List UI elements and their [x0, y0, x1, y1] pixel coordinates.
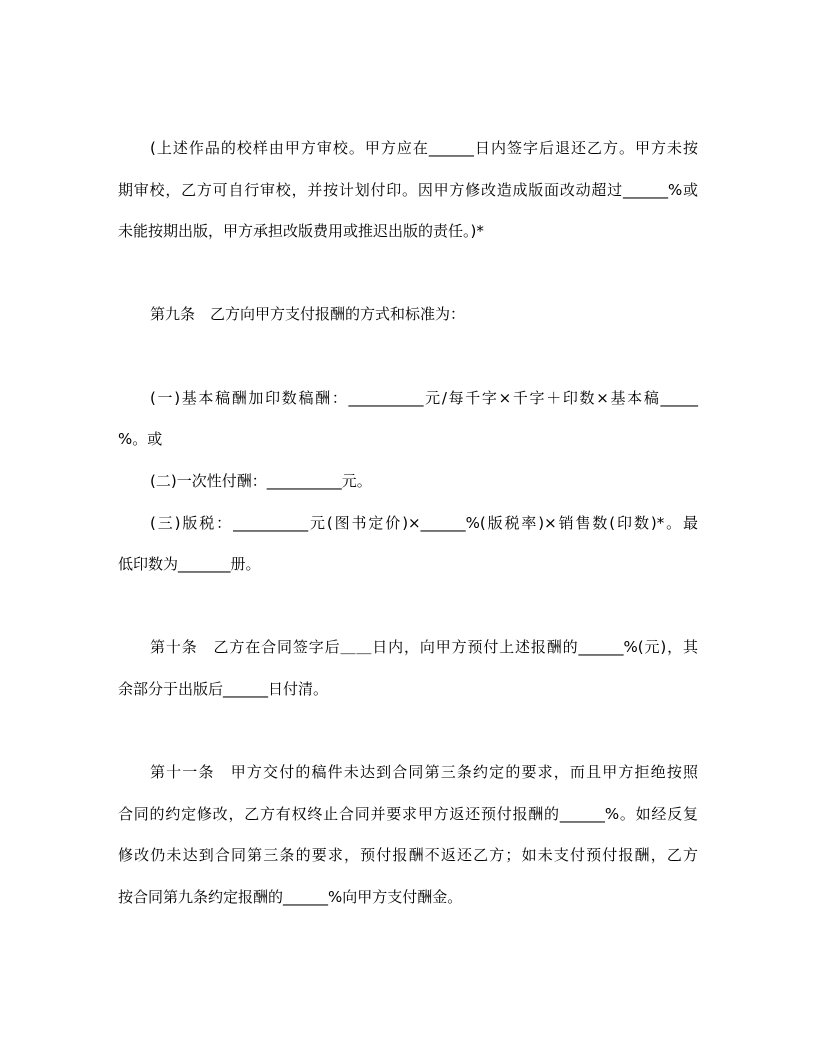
article-11-line-2: 合同的约定修改，乙方有权终止合同并要求甲方返还预付报酬的______%。如经反复 — [118, 805, 698, 823]
article-9-item-2: (二)一次性付酬：__________元。 — [150, 472, 372, 490]
article-9-heading: 第九条 乙方向甲方支付报酬的方式和标准为： — [150, 305, 466, 323]
para-proof-line-2: 期审校，乙方可自行审校，并按计划付印。因甲方修改造成版面改动超过______%或 — [118, 181, 698, 199]
article-10-line-2: 余部分于出版后______日付清。 — [118, 680, 329, 698]
article-9-item-1-line-1: (一)基本稿酬加印数稿酬：__________元/每千字×千字＋印数×基本稿_____ — [150, 389, 698, 407]
article-11-line-4: 按合同第九条约定报酬的______%向甲方支付酬金。 — [118, 888, 463, 906]
para-proof-line-3: 未能按期出版，甲方承担改版费用或推迟出版的责任。)* — [118, 222, 484, 240]
article-9-item-3-line-1: (三)版税：__________元(图书定价)×______%(版税率)×销售数(印数)*。最 — [150, 514, 698, 532]
article-9-item-3-line-2: 低印数为_______册。 — [118, 555, 261, 573]
article-10-line-1: 第十条 乙方在合同签字后＿＿日内，向甲方预付上述报酬的______%(元)，其 — [150, 638, 698, 656]
article-11-line-1: 第十一条 甲方交付的稿件未达到合同第三条约定的要求，而且甲方拒绝按照 — [150, 763, 698, 781]
article-9-item-1-line-2: %。或 — [118, 430, 163, 448]
para-proof-line-1: (上述作品的校样由甲方审校。甲方应在______日内签字后退还乙方。甲方未按 — [150, 139, 698, 157]
article-11-line-3: 修改仍未达到合同第三条的要求，预付报酬不返还乙方；如未支付预付报酬，乙方 — [118, 846, 698, 864]
